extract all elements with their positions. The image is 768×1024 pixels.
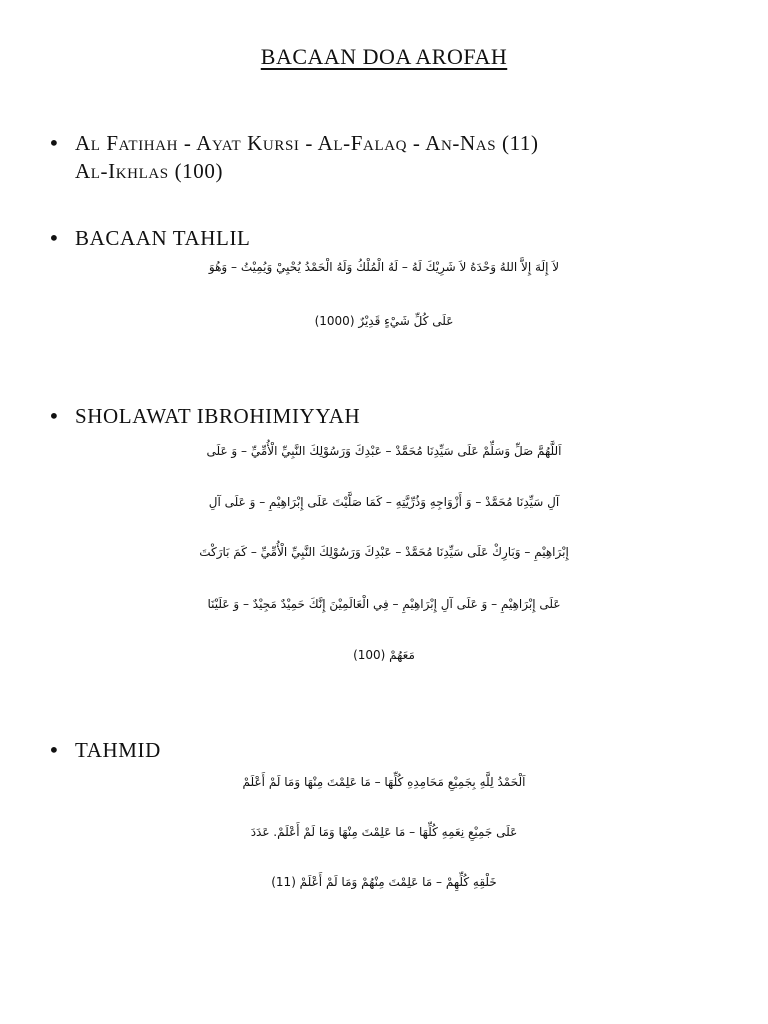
section-heading-sholawat: SHOLAWAT IBROHIMIYYAH: [75, 404, 361, 428]
section-heading-tahlil: BACAAN TAHLIL: [75, 226, 251, 250]
document-title: BACAAN DOA AROFAH: [260, 44, 508, 69]
sholawat-arabic-line-4: عَلَى إِبْرَاهِيْمِ – وَ عَلَى آلِ إِبْرَاهِيْمِ – فِي الْعَالَمِيْنَ إِنَّكَ حَمِيْدٌ مَجِيْدٌ – وَ عَلَيْنَا: [207, 597, 561, 611]
sholawat-arabic-line-5: مَعَهُمْ (100): [353, 648, 415, 662]
tahlil-arabic-line-1: لاَ إِلَهَ إِلاَّ اللهُ وَحْدَهُ لاَ شَرِيْكَ لَهُ – لَهُ الْمُلْكُ وَلَهُ الْحَمْدُ يُحْيِيْ وَيُمِيْتُ – وَهُوَ: [208, 260, 560, 274]
tahmid-arabic-line-1: اَلْحَمْدُ لِلَّهِ بِجَمِيْعِ مَحَامِدِهِ كُلِّهَا – مَا عَلِمْتَ مِنْهَا وَمَا لَمْ أَعْلَمْ: [242, 775, 526, 789]
sholawat-arabic-line-1: اَللَّهُمَّ صَلِّ وَسَلِّمْ عَلَى سَيِّدِنَا مُحَمَّدْ – عَبْدِكَ وَرَسُوْلِكَ النَّبِيِّ الْأُمِّيِّ – وَ عَلَى: [206, 444, 562, 458]
bullet: •: [48, 131, 60, 155]
sholawat-arabic-line-3: إِبْرَاهِيْمِ – وَبَارِكْ عَلَى سَيِّدِنَا مُحَمَّدْ – عَبْدِكَ وَرَسُوْلِكَ النَّبِيِّ الْأُمِّيِّ – كَمَ بَارَكْتَ: [199, 545, 569, 559]
sholawat-arabic-line-2: آلِ سَيِّدِنَا مُحَمَّدْ – وَ أَزْوَاجِهِ وَذُرِّيَّتِهِ – كَمَا صَلَّيْتَ عَلَى إِبْرَاهِيْمِ – وَ عَلَى آلِ: [208, 495, 560, 509]
tahmid-arabic-line-3: خَلْقِهِ كُلِّهِمْ – مَا عَلِمْتَ مِنْهُمْ وَمَا لَمْ أَعْلَمْ (11): [271, 875, 497, 889]
section-heading-tahmid: TAHMID: [75, 738, 161, 762]
tahmid-arabic-line-2: عَلَى جَمِيْعِ نِعَمِهِ كُلِّهَا – مَا عَلِمْتَ مِنْهَا وَمَا لَمْ أَعْلَمْ. عَدَدَ: [250, 825, 518, 839]
bullet: •: [48, 404, 60, 428]
bullet: •: [48, 738, 60, 762]
tahlil-arabic-line-2: عَلَى كُلِّ شَيْءٍ قَدِيْرٌ (1000): [314, 314, 454, 328]
surah-list-line-2: Al-Ikhlas (100): [75, 159, 224, 183]
surah-list-line-1: Al Fatihah - Ayat Kursi - Al-Falaq - An-Nas (11): [75, 131, 539, 155]
bullet: •: [48, 226, 60, 250]
